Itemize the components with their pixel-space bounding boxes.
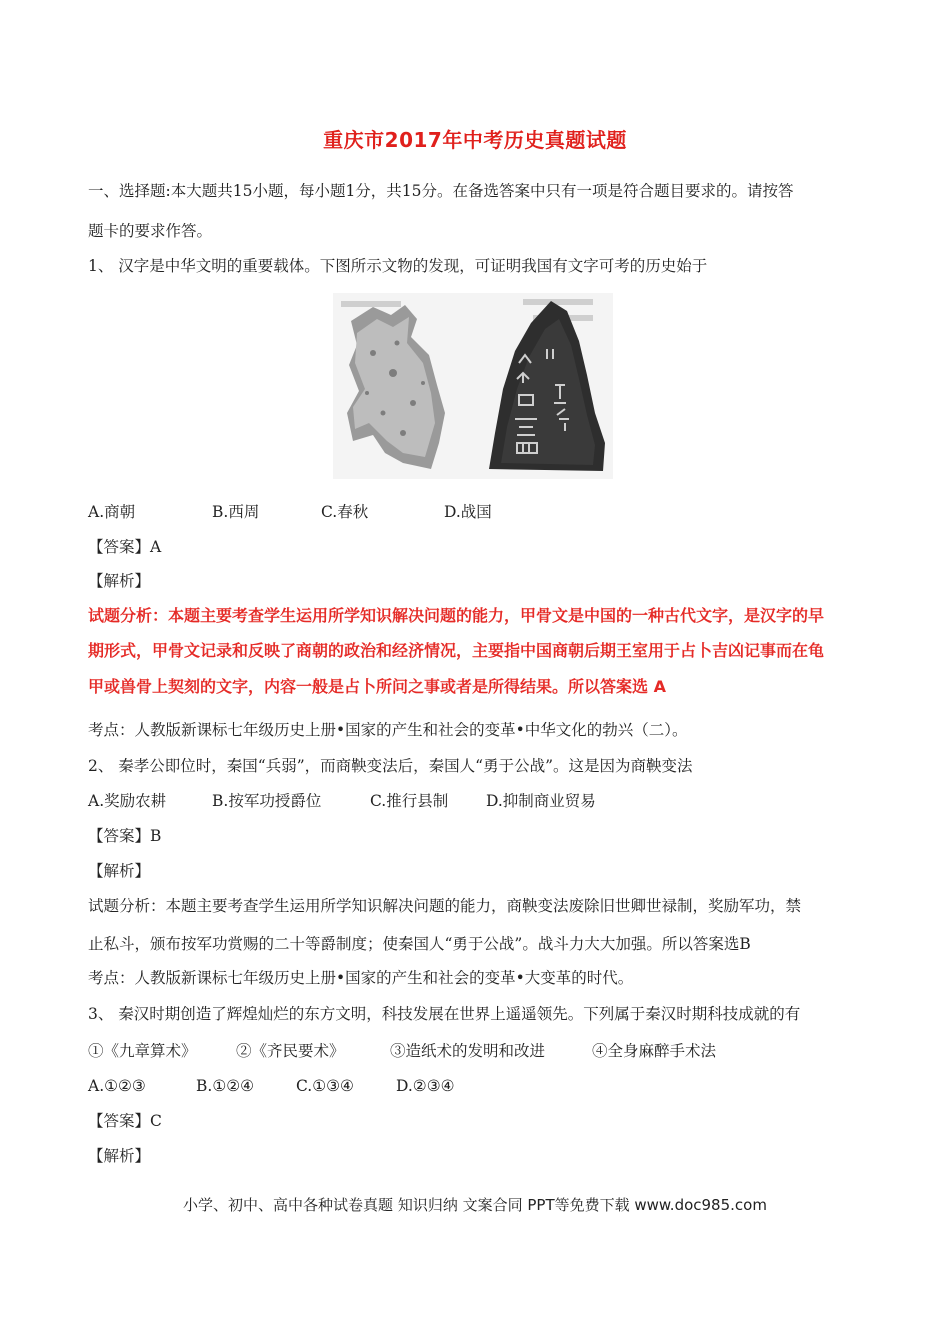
question-3-stem: 3、 秦汉时期创造了辉煌灿烂的东方文明，科技发展在世界上遥遥领先。下列属于秦汉时期科技成就的有 bbox=[88, 1005, 801, 1023]
option-a: A.①②③ bbox=[88, 1077, 146, 1095]
question-2-analysis-label: 【解析】 bbox=[88, 862, 151, 880]
oracle-bone-artifact-image bbox=[333, 293, 613, 479]
section-intro-line-1: 一、选择题:本大题共15小题，每小题1分，共15分。在备选答案中只有一项是符合题目要求的。请按答 bbox=[88, 182, 794, 200]
question-1-analysis-line-1: 试题分析：本题主要考查学生运用所学知识解决问题的能力，甲骨文是中国的一种古代文字，是汉字的早 bbox=[88, 606, 825, 625]
question-1-analysis-line-2: 期形式，甲骨文记录和反映了商朝的政治和经济情况，主要指中国商朝后期王室用于占卜吉凶记事而在龟 bbox=[88, 641, 825, 660]
option-c: C.①③④ bbox=[296, 1077, 354, 1095]
question-3-answer: 【答案】C bbox=[88, 1112, 162, 1130]
question-2-answer: 【答案】B bbox=[88, 827, 162, 845]
question-2-analysis-line-1: 试题分析：本题主要考查学生运用所学知识解决问题的能力，商鞅变法废除旧世卿世禄制，奖励军功，禁 bbox=[88, 897, 802, 915]
section-intro-line-2: 题卡的要求作答。 bbox=[88, 222, 213, 240]
item-1: ①《九章算术》 bbox=[88, 1042, 197, 1060]
option-c: C.春秋 bbox=[321, 503, 369, 521]
option-c: C.推行县制 bbox=[370, 792, 449, 810]
option-b: B.①②④ bbox=[196, 1077, 255, 1095]
question-1-answer: 【答案】A bbox=[88, 538, 162, 556]
document-title: 重庆市2017年中考历史真题试题 bbox=[323, 128, 627, 152]
question-1-analysis-label: 【解析】 bbox=[88, 572, 151, 590]
question-2-analysis-line-2: 止私斗，颁布按军功赏赐的二十等爵制度；使秦国人“勇于公战”。战斗力大大加强。所以答案选B bbox=[88, 935, 751, 953]
question-1-analysis-line-3: 甲或兽骨上契刻的文字，内容一般是占卜所问之事或者是所得结果。所以答案选 A bbox=[88, 677, 666, 696]
item-3: ③造纸术的发明和改进 bbox=[390, 1042, 546, 1060]
option-b: B.西周 bbox=[212, 503, 260, 521]
option-a: A.奖励农耕 bbox=[88, 792, 167, 810]
option-b: B.按军功授爵位 bbox=[212, 792, 322, 810]
question-2-knowledge-point: 考点：人教版新课标七年级历史上册•国家的产生和社会的变革•大变革的时代。 bbox=[88, 969, 634, 987]
question-1-stem: 1、 汉字是中华文明的重要载体。下图所示文物的发现，可证明我国有文字可考的历史始于 bbox=[88, 257, 708, 275]
item-2: ②《齐民要术》 bbox=[236, 1042, 345, 1060]
question-1-knowledge-point: 考点：人教版新课标七年级历史上册•国家的产生和社会的变革•中华文化的勃兴（二）。 bbox=[88, 721, 688, 739]
option-d: D.抑制商业贸易 bbox=[486, 792, 596, 810]
option-d: D.②③④ bbox=[396, 1077, 455, 1095]
question-2-stem: 2、 秦孝公即位时，秦国“兵弱”，而商鞅变法后，秦国人“勇于公战”。这是因为商鞅变法 bbox=[88, 757, 693, 775]
option-d: D.战国 bbox=[444, 503, 492, 521]
item-4: ④全身麻醉手术法 bbox=[592, 1042, 717, 1060]
option-a: A.商朝 bbox=[88, 503, 136, 521]
page-footer: 小学、初中、高中各种试卷真题 知识归纳 文案合同 PPT等免费下载 www.doc985.com bbox=[183, 1196, 767, 1214]
question-3-analysis-label: 【解析】 bbox=[88, 1147, 151, 1165]
